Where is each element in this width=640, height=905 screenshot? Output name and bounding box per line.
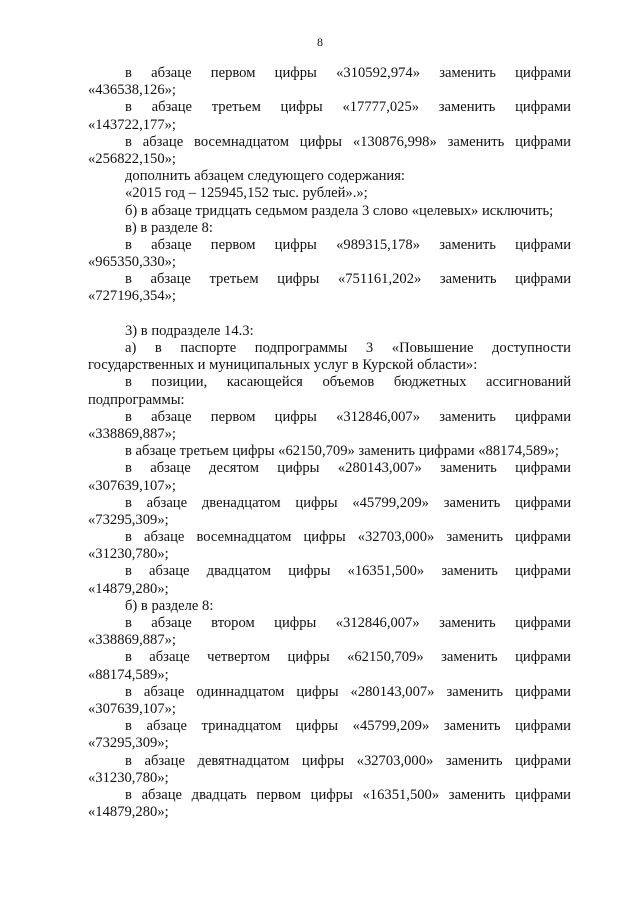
text-line: б) в разделе 8:: [125, 597, 214, 614]
text-line: «338869,887»;: [88, 425, 176, 442]
text-line: подпрограммы:: [88, 391, 185, 408]
text-line: в абзаце двадцать первом цифры «16351,500» заменить цифрами: [125, 786, 571, 803]
text-line: «14879,280»;: [88, 580, 169, 597]
text-line: в абзаце восемнадцатом цифры «130876,998» заменить цифрами: [125, 133, 571, 150]
text-line: б) в абзаце тридцать седьмом раздела 3 слово «целевых» исключить;: [125, 202, 554, 219]
page-number: 8: [317, 35, 323, 49]
text-line: в абзаце третьем цифры «17777,025» заменить цифрами: [125, 99, 571, 116]
text-line: «307639,107»;: [88, 477, 176, 494]
text-line: в абзаце одиннадцатом цифры «280143,007» заменить цифрами: [125, 683, 571, 700]
text-line: «14879,280»;: [88, 804, 169, 821]
text-line: а) в паспорте подпрограммы 3 «Повышение доступности: [125, 340, 571, 356]
text-line: в абзаце втором цифры «312846,007» заменить цифрами: [125, 615, 571, 631]
text-line: государственных и муниципальных услуг в Курской области»:: [88, 357, 478, 374]
text-line: 3) в подразделе 14.3:: [125, 322, 254, 339]
text-line: в абзаце восемнадцатом цифры «32703,000» заменить цифрами: [125, 529, 571, 546]
text-line: в абзаце двенадцатом цифры «45799,209» заменить цифрами: [125, 494, 571, 511]
text-line: в абзаце двадцатом цифры «16351,500» заменить цифрами: [125, 563, 571, 580]
text-line: в) в разделе 8:: [125, 219, 213, 236]
text-line: «2015 год – 125945,152 тыс. рублей».»;: [125, 185, 368, 202]
text-line: в абзаце тринадцатом цифры «45799,209» заменить цифрами: [125, 718, 571, 735]
text-line: в абзаце третьем цифры «62150,709» заменить цифрами «88174,589»;: [125, 443, 559, 460]
text-line: «31230,780»;: [88, 769, 169, 786]
text-line: «307639,107»;: [88, 700, 176, 717]
text-line: в абзаце десятом цифры «280143,007» заменить цифрами: [125, 460, 571, 477]
text-line: в абзаце четвертом цифры «62150,709» заменить цифрами: [125, 649, 571, 666]
text-line: «143722,177»;: [88, 116, 176, 133]
text-line: «436538,126»;: [88, 82, 176, 99]
text-line: «727196,354»;: [88, 288, 176, 305]
text-line: «965350,330»;: [88, 254, 176, 271]
text-line: «73295,309»;: [88, 511, 169, 528]
text-line: «88174,589»;: [88, 666, 169, 683]
document-body: [88, 65, 571, 821]
paragraph-gap: [88, 306, 571, 323]
text-line: дополнить абзацем следующего содержания:: [125, 168, 405, 185]
text-line: «73295,309»;: [88, 735, 169, 752]
text-line: «338869,887»;: [88, 632, 176, 649]
text-line: в абзаце первом цифры «989315,178» заменить цифрами: [125, 236, 571, 253]
text-line: в абзаце третьем цифры «751161,202» заменить цифрами: [125, 271, 571, 288]
text-line: в абзаце первом цифры «310592,974» заменить цифрами: [125, 65, 571, 81]
text-line: «31230,780»;: [88, 546, 169, 563]
text-line: в абзаце первом цифры «312846,007» заменить цифрами: [125, 408, 571, 425]
text-line: в абзаце девятнадцатом цифры «32703,000» заменить цифрами: [125, 752, 571, 769]
text-line: «256822,150»;: [88, 150, 176, 167]
text-line: в позиции, касающейся объемов бюджетных ассигнований: [125, 374, 571, 391]
